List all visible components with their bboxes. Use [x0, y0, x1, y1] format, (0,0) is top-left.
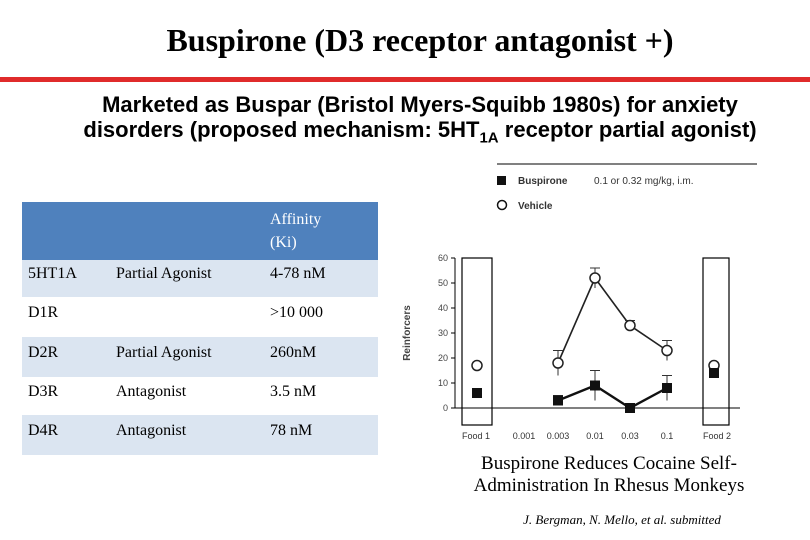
header-affinity-line2: (Ki): [270, 234, 297, 251]
cell-receptor: 5HT1A: [28, 265, 77, 282]
cell-action: Antagonist: [116, 422, 187, 439]
cell-action: Partial Agonist: [116, 265, 212, 282]
food-1-box: [462, 258, 492, 425]
buspirone-food1-point: [472, 388, 482, 398]
x-tick-label: 0.01: [586, 431, 604, 441]
buspirone-point: [662, 383, 672, 393]
cell-receptor: D4R: [28, 422, 59, 439]
y-tick-label: 60: [437, 253, 448, 263]
subtitle-line-2-pre: disorders (proposed mechanism: 5HT: [83, 117, 480, 142]
figure-caption: [424, 453, 794, 497]
vehicle-point: [662, 346, 672, 356]
y-tick-label: 30: [437, 328, 448, 338]
cell-affinity: 260nM: [270, 344, 317, 361]
x-tick-label: 0.03: [621, 431, 639, 441]
vehicle-point: [553, 358, 563, 368]
caption-line-2: Administration In Rhesus Monkeys: [473, 475, 745, 496]
buspirone-food2-point: [709, 368, 719, 378]
y-axis-label: Reinforcers: [402, 305, 413, 361]
x-tick-label: 0.001: [512, 431, 536, 441]
vehicle-food1-point: [472, 361, 482, 371]
legend-buspirone-label: Buspirone: [518, 176, 568, 187]
y-tick-label: 20: [437, 353, 448, 363]
x-tick-label: 0.1: [660, 431, 674, 441]
slide-title: Buspirone (D3 receptor antagonist +): [166, 22, 674, 58]
x-tick-label: Food 1: [461, 431, 491, 441]
food-2-box: [703, 258, 729, 425]
y-tick-label: 0: [442, 403, 448, 413]
y-tick-label: 50: [437, 278, 448, 288]
vehicle-series-line: [558, 278, 667, 363]
y-tick-label: 40: [437, 303, 448, 313]
cell-receptor: D3R: [28, 383, 59, 400]
subtitle-line-1: Marketed as Buspar (Bristol Myers-Squibb 1980s) for anxiety: [102, 92, 738, 117]
legend-vehicle-marker: [498, 201, 507, 210]
chart-legend: [497, 176, 694, 212]
plot-area: [402, 253, 740, 441]
buspirone-point: [625, 403, 635, 413]
cell-action: Antagonist: [116, 383, 187, 400]
x-tick-label: 0.003: [546, 431, 570, 441]
legend-buspirone-marker: [497, 176, 506, 185]
cell-affinity: >10 000: [270, 304, 324, 321]
cell-affinity: 78 nM: [270, 422, 313, 439]
y-tick-label: 10: [437, 378, 448, 388]
vehicle-point: [590, 273, 600, 283]
buspirone-point: [553, 396, 563, 406]
cell-affinity: 3.5 nM: [270, 383, 317, 400]
legend-vehicle-label: Vehicle: [518, 201, 553, 212]
x-tick-label: Food 2: [702, 431, 732, 441]
header-affinity-line1: Affinity: [270, 211, 322, 228]
cell-receptor: D2R: [28, 344, 59, 361]
cell-action: Partial Agonist: [116, 344, 212, 361]
buspirone-point: [590, 381, 600, 391]
subtitle-line-2-subscript: 1A: [479, 129, 499, 147]
vehicle-point: [625, 321, 635, 331]
buspirone-series-line: [558, 386, 667, 409]
citation: J. Bergman, N. Mello, et al. submitted: [523, 512, 721, 527]
subtitle-line-2-post: receptor partial agonist): [498, 117, 757, 142]
legend-buspirone-detail: 0.1 or 0.32 mg/kg, i.m.: [594, 176, 694, 187]
cell-affinity: 4-78 nM: [270, 265, 326, 282]
cell-receptor: D1R: [28, 304, 59, 321]
caption-line-1: Buspirone Reduces Cocaine Self-: [481, 453, 737, 474]
